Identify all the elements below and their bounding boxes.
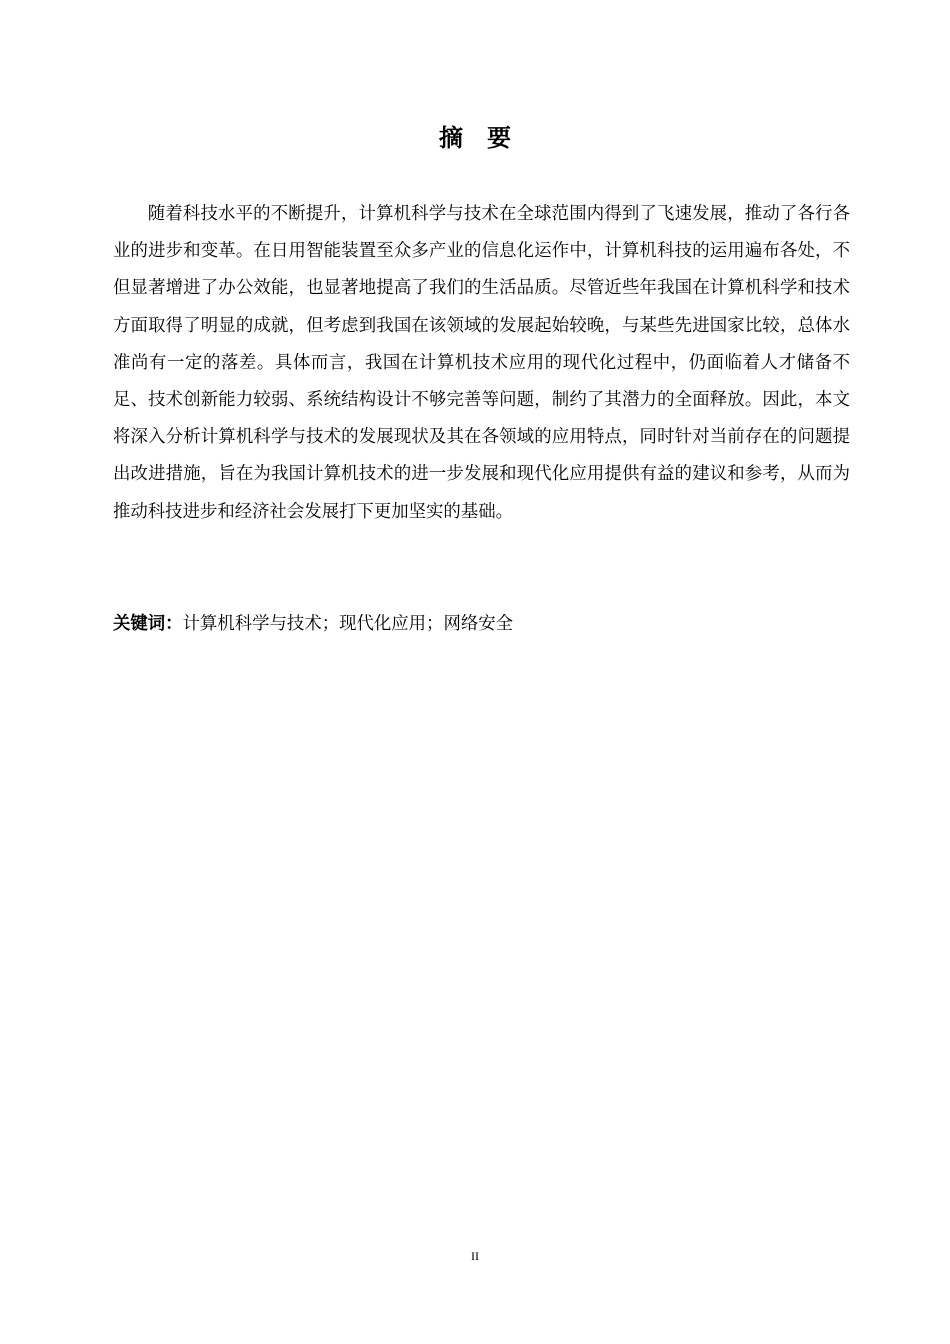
page-number: II <box>471 1249 479 1263</box>
keywords-label: 关键词： <box>113 614 183 634</box>
abstract-paragraph: 随着科技水平的不断提升，计算机科学与技术在全球范围内得到了飞速发展，推动了各行各业的进步和变革。在日用智能装置至众多产业的信息化运作中，计算机科技的运用遍布各处，不但显著增进了办公效能，也显著地提高了我们的生活品质。尽管近些年我国在计算机科学和技术方面取得了明显的成就，但考虑到我国在该领域的发展起始较晚，与某些先进国家比较，总体水准尚有一定的落差。具体而言，我国在计算机技术应用的现代化过程中，仍面临着人才储备不足、技术创新能力较弱、系统结构设计不够完善等问题，制约了其潜力的全面释放。因此，本文将深入分析计算机科学与技术的发展现状及其在各领域的应用特点，同时针对当前存在的问题提出改进措施，旨在为我国计算机技术的进一步发展和现代化应用提供有益的建议和参考，从而为推动科技进步和经济社会发展打下更加坚实的基础。 <box>113 204 850 522</box>
keywords-line <box>113 606 850 643</box>
page-title: 摘要 <box>439 124 535 152</box>
keywords-text: 计算机科学与技术；现代化应用；网络安全 <box>182 614 514 634</box>
